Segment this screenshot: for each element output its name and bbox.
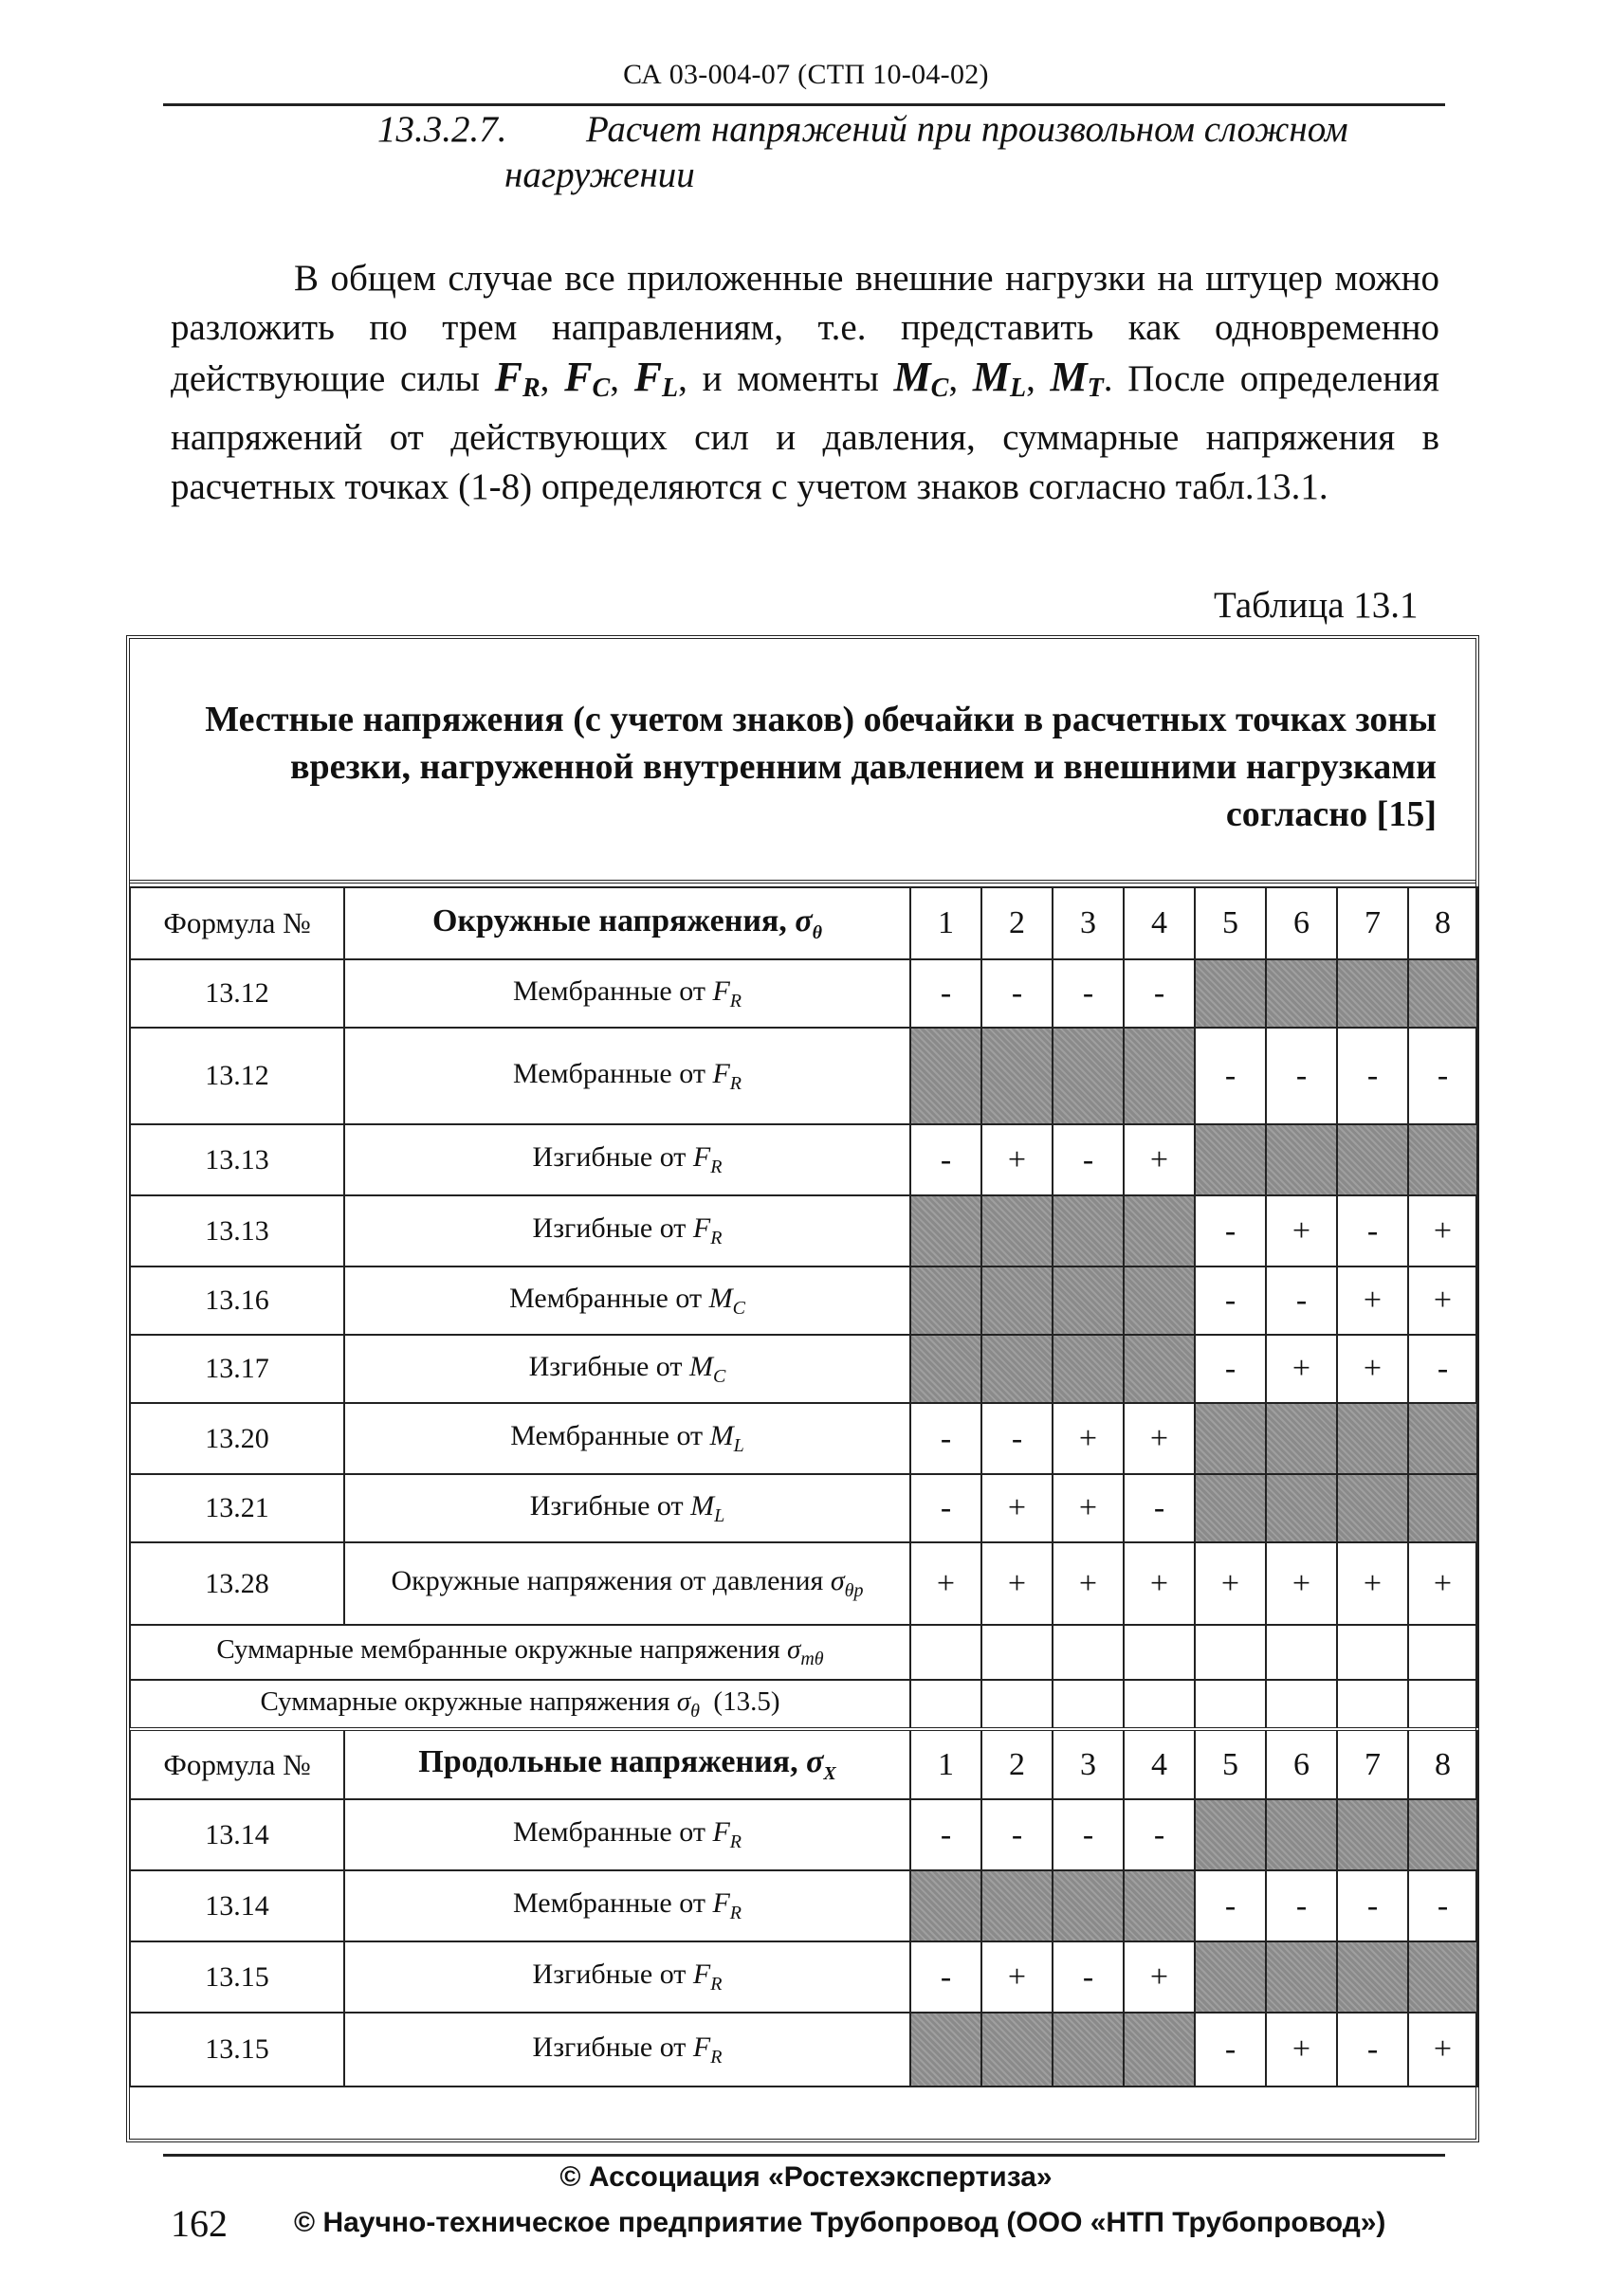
stress-description: Изгибные от $M_C$ xyxy=(344,1335,910,1403)
sign-cell: + xyxy=(1124,1542,1195,1625)
math-symbol: $M_C$ xyxy=(708,1282,745,1319)
not-applicable-cell xyxy=(910,2013,981,2086)
sign-cell: - xyxy=(1408,1335,1477,1403)
table-row xyxy=(130,1028,1477,1124)
sign-cell: + xyxy=(1053,1403,1124,1474)
not-applicable-cell xyxy=(1408,959,1477,1028)
not-applicable-cell xyxy=(1124,2013,1195,2086)
sign-cell: - xyxy=(1124,959,1195,1028)
not-applicable-cell xyxy=(1124,1335,1195,1403)
not-applicable-cell xyxy=(1124,1028,1195,1124)
not-applicable-cell xyxy=(1195,1124,1266,1195)
not-applicable-cell xyxy=(981,1028,1053,1124)
sign-cell: + xyxy=(1266,1195,1337,1266)
sign-cell: - xyxy=(1124,1799,1195,1870)
formula-number: 13.14 xyxy=(130,1799,344,1870)
not-applicable-cell xyxy=(1266,1941,1337,2013)
math-symbol: $F_R$ xyxy=(712,1816,742,1852)
sign-cell: + xyxy=(1195,1542,1266,1625)
section-title-continuation: нагружении xyxy=(504,155,695,195)
not-applicable-cell xyxy=(1195,959,1266,1028)
formula-number: 13.17 xyxy=(130,1335,344,1403)
formula-number: 13.13 xyxy=(130,1124,344,1195)
sign-cell: - xyxy=(1337,1195,1408,1266)
not-applicable-cell xyxy=(1337,959,1408,1028)
formula-number: 13.20 xyxy=(130,1403,344,1474)
formula-number: 13.12 xyxy=(130,959,344,1028)
sign-cell: + xyxy=(1053,1542,1124,1625)
not-applicable-cell xyxy=(1408,1124,1477,1195)
summary-value-cell xyxy=(981,1625,1053,1680)
math-symbol: $M_L$ xyxy=(690,1489,725,1526)
formula-number: 13.21 xyxy=(130,1474,344,1542)
document-code: СА 03-004-07 (СТП 10-04-02) xyxy=(623,59,989,90)
summary-row xyxy=(130,1680,1477,1729)
not-applicable-cell xyxy=(1053,1870,1124,1941)
table-row xyxy=(130,1266,1477,1335)
not-applicable-cell xyxy=(1053,1335,1124,1403)
sign-cell: - xyxy=(1053,1124,1124,1195)
table-row xyxy=(130,1941,1477,2013)
point-header-4: 4 xyxy=(1124,887,1195,959)
not-applicable-cell xyxy=(910,1335,981,1403)
math-symbol: $F_R$ xyxy=(712,975,742,1011)
symbol-force-longitudinal: $F_L$ xyxy=(633,354,679,403)
stress-description: Мембранные от $F_R$ xyxy=(344,1028,910,1124)
not-applicable-cell xyxy=(981,2013,1053,2086)
math-symbol: $\sigma_\theta$ xyxy=(676,1686,700,1722)
table-row xyxy=(130,1124,1477,1195)
summary-value-cell xyxy=(1266,1625,1337,1680)
point-header-2: 2 xyxy=(981,887,1053,959)
sign-cell: + xyxy=(1053,1474,1124,1542)
not-applicable-cell xyxy=(1124,1870,1195,1941)
sign-cell: + xyxy=(1124,1124,1195,1195)
stress-sign-table xyxy=(129,886,1478,2087)
sign-cell: - xyxy=(1337,1870,1408,1941)
sign-cell: - xyxy=(1195,1266,1266,1335)
not-applicable-cell xyxy=(1408,1403,1477,1474)
sign-cell: - xyxy=(1053,1941,1124,2013)
sign-cell: - xyxy=(1053,959,1124,1028)
point-header-8: 8 xyxy=(1408,1729,1477,1799)
summary-description: Суммарные окружные напряжения $\sigma_\theta$ (13.5) xyxy=(130,1680,910,1729)
not-applicable-cell xyxy=(981,1335,1053,1403)
not-applicable-cell xyxy=(1124,1266,1195,1335)
footer-association: © Ассоциация «Ростехэкспертиза» xyxy=(559,2161,1053,2193)
summary-value-cell xyxy=(1053,1625,1124,1680)
sign-cell: + xyxy=(981,1542,1053,1625)
sign-cell: + xyxy=(1337,1266,1408,1335)
point-header-1: 1 xyxy=(910,887,981,959)
summary-value-cell xyxy=(1195,1680,1266,1729)
sign-cell: - xyxy=(981,1403,1053,1474)
stress-description: Мембранные от $F_R$ xyxy=(344,1799,910,1870)
sign-cell: + xyxy=(1408,1266,1477,1335)
not-applicable-cell xyxy=(1337,1403,1408,1474)
sign-cell: + xyxy=(1408,2013,1477,2086)
sign-cell: + xyxy=(1266,1542,1337,1625)
formula-number: 13.15 xyxy=(130,2013,344,2086)
footer-company: © Научно-техническое предприятие Трубопровод (ООО «НТП Трубопровод») xyxy=(294,2207,1386,2238)
summary-value-cell xyxy=(1337,1680,1408,1729)
sign-cell: + xyxy=(981,1124,1053,1195)
point-header-6: 6 xyxy=(1266,1729,1337,1799)
summary-value-cell xyxy=(1195,1625,1266,1680)
formula-number: 13.13 xyxy=(130,1195,344,1266)
stress-description: Изгибные от $M_L$ xyxy=(344,1474,910,1542)
formula-number: 13.15 xyxy=(130,1941,344,2013)
not-applicable-cell xyxy=(981,1266,1053,1335)
not-applicable-cell xyxy=(1053,1028,1124,1124)
math-symbol: $\sigma_\theta$ xyxy=(795,902,823,943)
sign-cell: + xyxy=(1266,2013,1337,2086)
math-symbol: $F_R$ xyxy=(692,2031,723,2068)
point-header-3: 3 xyxy=(1053,1729,1124,1799)
not-applicable-cell xyxy=(981,1870,1053,1941)
sign-cell: - xyxy=(1266,1266,1337,1335)
sign-cell: - xyxy=(1195,2013,1266,2086)
not-applicable-cell xyxy=(910,1266,981,1335)
table-row xyxy=(130,959,1477,1028)
table-title: Местные напряжения (с учетом знаков) обечайки в расчетных точках зоны врезки, нагруженной внутренним давлением и внешними нагрузками согласно [15] xyxy=(129,639,1476,884)
math-symbol: $\sigma_{m\theta}$ xyxy=(787,1634,824,1669)
sign-cell: + xyxy=(981,1941,1053,2013)
not-applicable-cell xyxy=(1266,1124,1337,1195)
not-applicable-cell xyxy=(910,1028,981,1124)
stress-description: Мембранные от $M_C$ xyxy=(344,1266,910,1335)
sign-cell: - xyxy=(1337,2013,1408,2086)
stress-description: Изгибные от $F_R$ xyxy=(344,1195,910,1266)
not-applicable-cell xyxy=(1195,1403,1266,1474)
summary-value-cell xyxy=(1337,1625,1408,1680)
point-header-8: 8 xyxy=(1408,887,1477,959)
point-header-7: 7 xyxy=(1337,1729,1408,1799)
stress-description: Мембранные от $M_L$ xyxy=(344,1403,910,1474)
math-symbol: $F_R$ xyxy=(692,1141,723,1177)
sign-cell: - xyxy=(910,959,981,1028)
math-symbol: $F_R$ xyxy=(712,1887,742,1923)
table-row xyxy=(130,1542,1477,1625)
formula-column-header: Формула № xyxy=(130,887,344,959)
not-applicable-cell xyxy=(1053,1266,1124,1335)
hoop-section-title: Окружные напряжения, $\sigma_\theta$ xyxy=(344,887,910,959)
sign-cell: - xyxy=(1195,1028,1266,1124)
not-applicable-cell xyxy=(1195,1474,1266,1542)
summary-value-cell xyxy=(1124,1625,1195,1680)
symbol-moment-circumferential: $M_C$ xyxy=(893,354,949,403)
sign-cell: + xyxy=(1337,1335,1408,1403)
sign-cell: + xyxy=(1124,1941,1195,2013)
stress-description: Изгибные от $F_R$ xyxy=(344,2013,910,2086)
not-applicable-cell xyxy=(910,1870,981,1941)
summary-description: Суммарные мембранные окружные напряжения $\sigma_{m\theta}$ xyxy=(130,1625,910,1680)
sign-cell: + xyxy=(981,1474,1053,1542)
sign-cell: - xyxy=(910,1474,981,1542)
summary-value-cell xyxy=(1408,1680,1477,1729)
formula-number: 13.14 xyxy=(130,1870,344,1941)
point-header-6: 6 xyxy=(1266,887,1337,959)
sign-cell: - xyxy=(1053,1799,1124,1870)
sign-cell: + xyxy=(910,1542,981,1625)
summary-row xyxy=(130,1625,1477,1680)
point-header-2: 2 xyxy=(981,1729,1053,1799)
sign-cell: - xyxy=(910,1941,981,2013)
table-row xyxy=(130,1870,1477,1941)
symbol-moment-torsion: $M_T$ xyxy=(1050,354,1104,403)
stress-description: Изгибные от $F_R$ xyxy=(344,1941,910,2013)
symbol-force-radial: $F_R$ xyxy=(494,354,540,403)
summary-value-cell xyxy=(1408,1625,1477,1680)
stress-description: Изгибные от $F_R$ xyxy=(344,1124,910,1195)
sign-cell: - xyxy=(1195,1870,1266,1941)
sign-cell: - xyxy=(981,1799,1053,1870)
stress-description: Окружные напряжения от давления $\sigma_{\theta p}$ xyxy=(344,1542,910,1625)
table-row xyxy=(130,1335,1477,1403)
not-applicable-cell xyxy=(1408,1941,1477,2013)
point-header-4: 4 xyxy=(1124,1729,1195,1799)
sign-cell: + xyxy=(1266,1335,1337,1403)
table-row xyxy=(130,1195,1477,1266)
not-applicable-cell xyxy=(1195,1799,1266,1870)
math-symbol: $M_L$ xyxy=(709,1420,744,1456)
math-symbol: $\sigma_{\theta p}$ xyxy=(830,1565,864,1601)
sign-cell: - xyxy=(910,1799,981,1870)
not-applicable-cell xyxy=(1195,1941,1266,2013)
sign-cell: - xyxy=(1408,1028,1477,1124)
summary-value-cell xyxy=(1124,1680,1195,1729)
sign-cell: - xyxy=(1408,1870,1477,1941)
sign-cell: - xyxy=(910,1124,981,1195)
not-applicable-cell xyxy=(1124,1195,1195,1266)
not-applicable-cell xyxy=(1408,1799,1477,1870)
summary-value-cell xyxy=(1053,1680,1124,1729)
stress-description: Мембранные от $F_R$ xyxy=(344,959,910,1028)
formula-number: 13.28 xyxy=(130,1542,344,1625)
not-applicable-cell xyxy=(1408,1474,1477,1542)
not-applicable-cell xyxy=(981,1195,1053,1266)
header-divider xyxy=(163,103,1445,106)
summary-value-cell xyxy=(910,1625,981,1680)
sign-cell: + xyxy=(1408,1542,1477,1625)
not-applicable-cell xyxy=(1337,1474,1408,1542)
not-applicable-cell xyxy=(1266,959,1337,1028)
sign-cell: + xyxy=(1337,1542,1408,1625)
not-applicable-cell xyxy=(1337,1124,1408,1195)
sign-cell: - xyxy=(981,959,1053,1028)
longitudinal-header-row xyxy=(130,1729,1477,1799)
symbol-force-circumferential: $F_C$ xyxy=(564,354,611,403)
not-applicable-cell xyxy=(1053,1195,1124,1266)
footer-divider xyxy=(163,2154,1445,2157)
section-title: Расчет напряжений при произвольном сложном xyxy=(586,109,1348,150)
longitudinal-section-title: Продольные напряжения, $\sigma_X$ xyxy=(344,1729,910,1799)
sign-cell: - xyxy=(1195,1335,1266,1403)
math-symbol: $F_R$ xyxy=(692,1212,723,1248)
not-applicable-cell xyxy=(1266,1799,1337,1870)
not-applicable-cell xyxy=(1053,2013,1124,2086)
summary-value-cell xyxy=(910,1680,981,1729)
sign-cell: - xyxy=(1195,1195,1266,1266)
table-row xyxy=(130,1799,1477,1870)
sign-cell: - xyxy=(1337,1028,1408,1124)
math-symbol: $\sigma_X$ xyxy=(806,1744,836,1784)
math-symbol: $F_R$ xyxy=(692,1959,723,1995)
math-symbol: $M_C$ xyxy=(689,1350,726,1387)
not-applicable-cell xyxy=(910,1195,981,1266)
table-caption: Таблица 13.1 xyxy=(1214,585,1419,626)
not-applicable-cell xyxy=(1266,1474,1337,1542)
point-header-5: 5 xyxy=(1195,1729,1266,1799)
summary-value-cell xyxy=(1266,1680,1337,1729)
summary-value-cell xyxy=(981,1680,1053,1729)
table-row xyxy=(130,2013,1477,2086)
point-header-3: 3 xyxy=(1053,887,1124,959)
point-header-5: 5 xyxy=(1195,887,1266,959)
sign-cell: - xyxy=(1266,1028,1337,1124)
sign-cell: - xyxy=(1124,1474,1195,1542)
sign-cell: + xyxy=(1124,1403,1195,1474)
point-header-7: 7 xyxy=(1337,887,1408,959)
not-applicable-cell xyxy=(1337,1799,1408,1870)
stress-description: Мембранные от $F_R$ xyxy=(344,1870,910,1941)
formula-number: 13.16 xyxy=(130,1266,344,1335)
table-row xyxy=(130,1474,1477,1542)
formula-number: 13.12 xyxy=(130,1028,344,1124)
math-symbol: $F_R$ xyxy=(712,1057,742,1094)
symbol-moment-longitudinal: $M_L$ xyxy=(972,354,1027,403)
table-row xyxy=(130,1403,1477,1474)
hoop-header-row xyxy=(130,887,1477,959)
sign-cell: - xyxy=(1266,1870,1337,1941)
sign-cell: + xyxy=(1408,1195,1477,1266)
formula-column-header: Формула № xyxy=(130,1729,344,1799)
body-paragraph: В общем случае все приложенные внешние нагрузки на штуцер можно разложить по трем направлениям, т.е. представить как одновременно действующие силы $F_R$, $F_C$, $F_L$, и моменты $M_C$, $M_L$, $M_T$. После определения напряжений от действующих сил и давления, суммарные напряжения в расчетных точках (1-8) определяются с учетом знаков согласно табл.13.1. xyxy=(171,258,1439,507)
page-number: 162 xyxy=(171,2202,228,2245)
not-applicable-cell xyxy=(1266,1403,1337,1474)
point-header-1: 1 xyxy=(910,1729,981,1799)
section-number: 13.3.2.7. xyxy=(377,109,507,150)
sign-cell: - xyxy=(910,1403,981,1474)
not-applicable-cell xyxy=(1337,1941,1408,2013)
